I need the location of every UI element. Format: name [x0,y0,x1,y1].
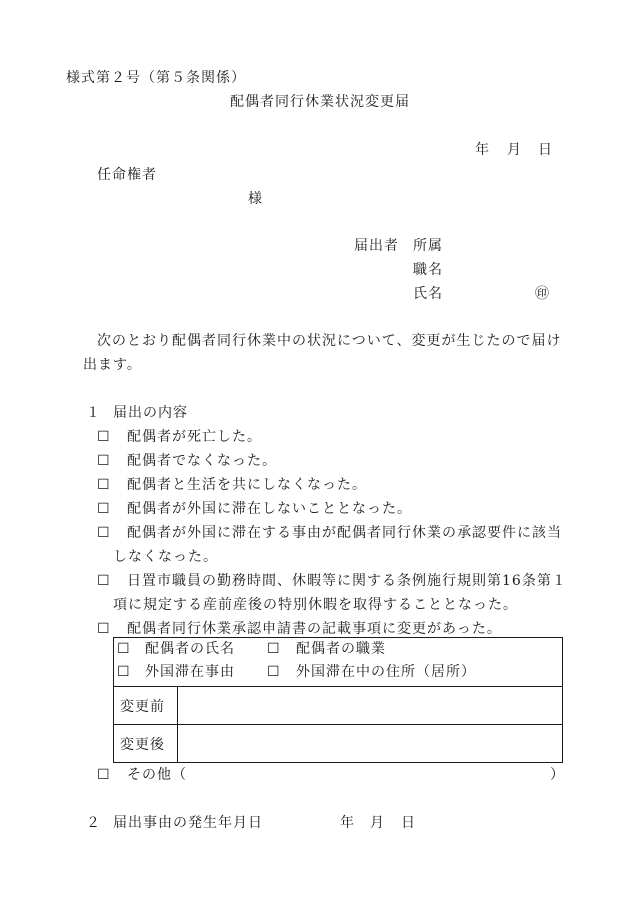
option-reason-not-applicable-line1: 配偶者が外国に滞在する事由が配偶者同行休業の承認要件に該当 [127,525,562,541]
checkbox[interactable]: ☐ [97,767,111,783]
sub-option-spouse-name: 配偶者の氏名 [145,641,235,657]
intro-text-line2: 出ます。 [83,357,142,373]
notifier-affiliation-label: 所属 [413,238,443,254]
checkbox[interactable]: ☐ [97,429,111,445]
occurrence-day: 日 [401,815,416,831]
date-month: 月 [507,142,522,158]
occurrence-year: 年 [340,815,355,831]
option-no-longer-spouse: 配偶者でなくなった。 [127,453,277,469]
addressee-name: 任命権者 [97,167,157,183]
after-change-label: 変更後 [114,725,178,763]
option-not-living-together: 配偶者と生活を共にしなくなった。 [127,477,367,493]
checkbox[interactable]: ☐ [117,641,131,657]
after-change-field[interactable] [178,725,563,763]
checkbox[interactable]: ☐ [97,573,111,589]
date-year: 年 [475,142,490,158]
checkbox[interactable]: ☐ [97,501,111,517]
change-details-table [113,637,563,763]
occurrence-month: 月 [370,815,385,831]
option-reason-not-applicable-line2: しなくなった。 [113,549,218,565]
intro-text-line1: 次のとおり配偶者同行休業中の状況について、変更が生じたので届け [97,333,562,349]
option-spouse-died: 配偶者が死亡した。 [127,429,262,445]
checkbox[interactable]: ☐ [97,525,111,541]
checkbox[interactable]: ☐ [267,641,281,657]
checkbox[interactable]: ☐ [97,453,111,469]
sub-option-address-abroad: 外国滞在中の住所（居所） [296,664,476,680]
sub-option-spouse-occupation: 配偶者の職業 [296,641,386,657]
option-other-input[interactable] [190,766,540,784]
checkbox[interactable]: ☐ [97,477,111,493]
checkbox[interactable]: ☐ [97,621,111,637]
option-not-staying-abroad: 配偶者が外国に滞在しないこととなった。 [127,501,412,517]
section1-number: １ [86,405,101,421]
document-title: 配偶者同行休業状況変更届 [230,94,410,110]
section2-heading: 届出事由の発生年月日 [113,815,263,831]
checkbox[interactable]: ☐ [267,664,281,680]
option-other-close: ） [550,767,565,783]
section2-number: ２ [86,815,101,831]
section1-heading: 届出の内容 [113,405,188,421]
sub-option-reason-abroad: 外国滞在事由 [145,664,235,680]
date-day: 日 [538,142,553,158]
notifier-name-label: 氏名 [413,286,443,302]
form-number: 様式第２号（第５条関係） [66,70,246,86]
option-application-changed: 配偶者同行休業承認申請書の記載事項に変更があった。 [127,621,502,637]
option-maternity-leave-line2: 項に規定する産前産後の特別休暇を取得することとなった。 [113,597,518,613]
seal-mark: ㊞ [535,286,550,302]
notifier-position-label: 職名 [413,262,443,278]
notifier-label: 届出者 [354,238,399,254]
change-items-cell [114,638,563,687]
option-other-label: その他（ [127,767,187,783]
addressee-honorific: 様 [248,191,263,207]
before-change-label: 変更前 [114,687,178,725]
option-maternity-leave-line1: 日置市職員の勤務時間、休暇等に関する条例施行規則第16条第１ [127,573,567,589]
checkbox[interactable]: ☐ [117,664,131,680]
before-change-field[interactable] [178,687,563,725]
